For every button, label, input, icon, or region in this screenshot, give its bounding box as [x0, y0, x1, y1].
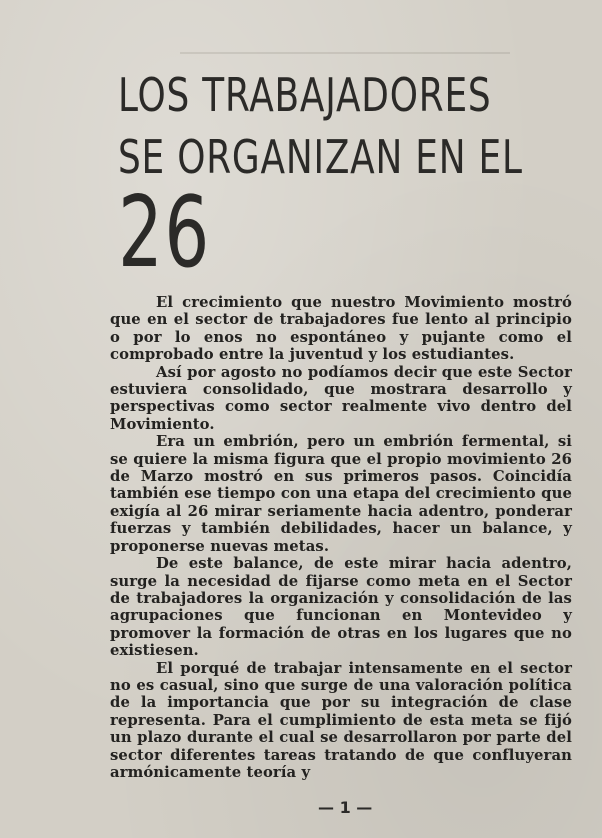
- paragraph-1: El crecimiento que nuestro Movimiento mostró que en el sector de trabajadores fue lento al principio o por lo enos no espontáneo y pujante como el comprobado entre la juventud y los estudiantes.: [110, 294, 572, 364]
- heading-line-1: LOS TRABAJADORES: [118, 68, 492, 122]
- paragraph-5: El porqué de trabajar intensamente en el sector no es casual, sino que surge de una valoración política de la importancia que por su integración de clase representa. Para el cumplimiento de esta meta se fijó un plazo durante el cual se desarrollaron por parte del sector diferentes tareas tratando de que confluyeran armónicamente teoría y: [110, 659, 572, 781]
- bleed-through-line: [180, 52, 510, 54]
- paragraph-4: De este balance, de este mirar hacia adentro, surge la necesidad de fijarse como meta en el Sector de trabajadores la organización y consolidación de las agrupaciones que funcionan en Montevideo y promover la formación de otras en los lugares que no existiesen.: [110, 555, 572, 660]
- heading-line-2: SE ORGANIZAN EN EL: [118, 130, 523, 184]
- page-number: — 1 —: [318, 798, 373, 817]
- article-heading: [118, 68, 602, 290]
- paragraph-3: Era un embrión, pero un embrión fermental, si se quiere la misma figura que el propio movimiento 26 de Marzo mostró en sus primeros pasos. Coincidía también ese tiempo con una etapa del crecimiento que exigía al 26 mirar seriamente hacia adentro, ponderar fuerzas y también debilidades, hacer un balance, y proponerse nuevas metas.: [110, 433, 572, 555]
- article-body: [110, 294, 572, 781]
- heading-number: 26: [118, 176, 211, 290]
- paragraph-2: Así por agosto no podíamos decir que este Sector estuviera consolidado, que mostrara desarrollo y perspectivas como sector realmente vivo dentro del Movimiento.: [110, 363, 572, 433]
